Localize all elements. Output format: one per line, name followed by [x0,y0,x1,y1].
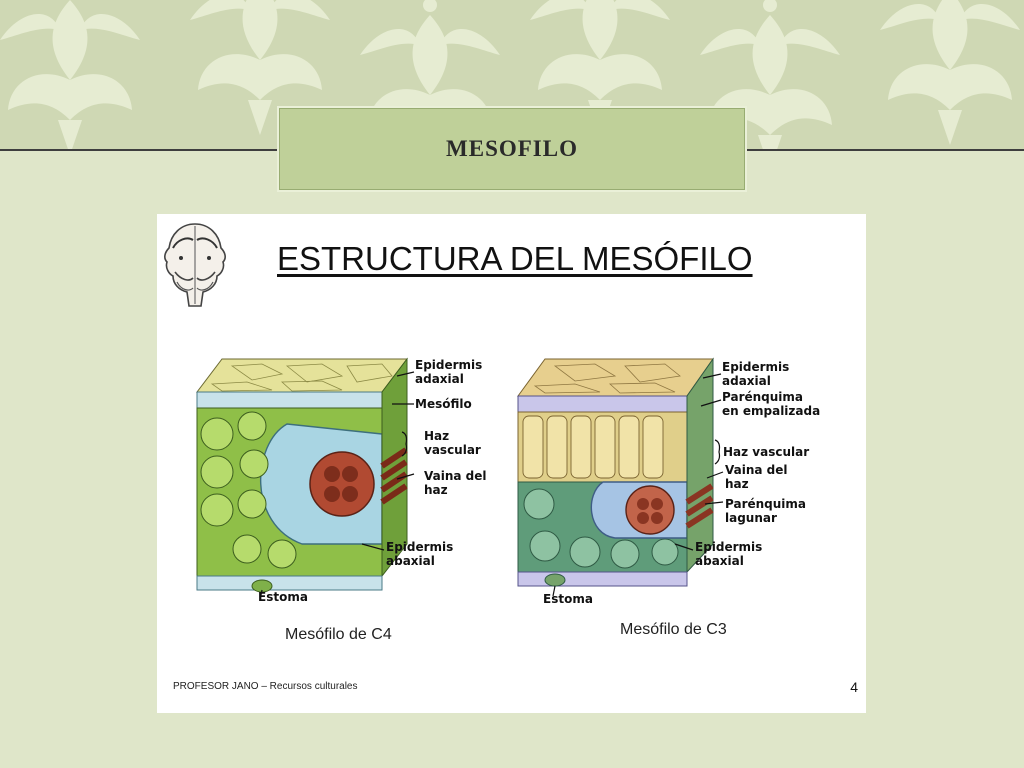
c3-label-haz-vascular: Haz vascular [723,445,810,459]
c4-label-estoma: Estoma [258,590,308,604]
c4-caption: Mesófilo de C4 [285,626,392,643]
c4-label-haz-vascular-1: Haz [424,429,450,443]
c4-mesophyll-diagram [192,354,507,609]
c3-label-epidermis-adaxial-1: Epidermis [722,360,790,374]
figure-footer-credit: PROFESOR JANO – Recursos culturales [173,681,358,692]
c3-label-epidermis-abaxial-1: Epidermis [695,540,763,554]
c3-label-vaina-del-haz-2: haz [725,477,749,491]
c4-label-haz-vascular-2: vascular [424,443,481,457]
c3-caption: Mesófilo de C3 [620,621,727,638]
slide-title: MESOFILO [446,136,578,161]
c3-label-parenquima-empalizada-2: en empalizada [722,404,821,418]
figure-panel [157,214,866,713]
figure-heading: ESTRUCTURA DEL MESÓFILO [277,240,753,277]
c4-label-epidermis-adaxial-1: Epidermis [415,358,483,372]
figure-page-number: 4 [850,679,858,695]
c3-label-estoma: Estoma [543,592,593,606]
c3-mesophyll-diagram [515,354,833,609]
slide-title-box [277,106,747,192]
c4-label-mesofilo: Mesófilo [415,397,472,411]
c4-label-epidermis-abaxial-1: Epidermis [386,540,454,554]
c4-label-vaina-del-haz-2: haz [424,483,448,497]
janus-two-faced-head-icon [159,218,231,310]
c3-label-parenquima-lagunar-2: lagunar [725,511,777,525]
c4-label-epidermis-abaxial-2: abaxial [386,554,435,568]
c3-label-parenquima-empalizada-1: Parénquima [722,390,804,404]
c4-label-vaina-del-haz-1: Vaina del [424,469,487,483]
c3-label-vaina-del-haz-1: Vaina del [725,463,788,477]
c3-label-epidermis-adaxial-2: adaxial [722,374,771,388]
c3-label-parenquima-lagunar-1: Parénquima [725,497,807,511]
c4-label-epidermis-adaxial-2: adaxial [415,372,464,386]
c3-label-epidermis-abaxial-2: abaxial [695,554,744,568]
